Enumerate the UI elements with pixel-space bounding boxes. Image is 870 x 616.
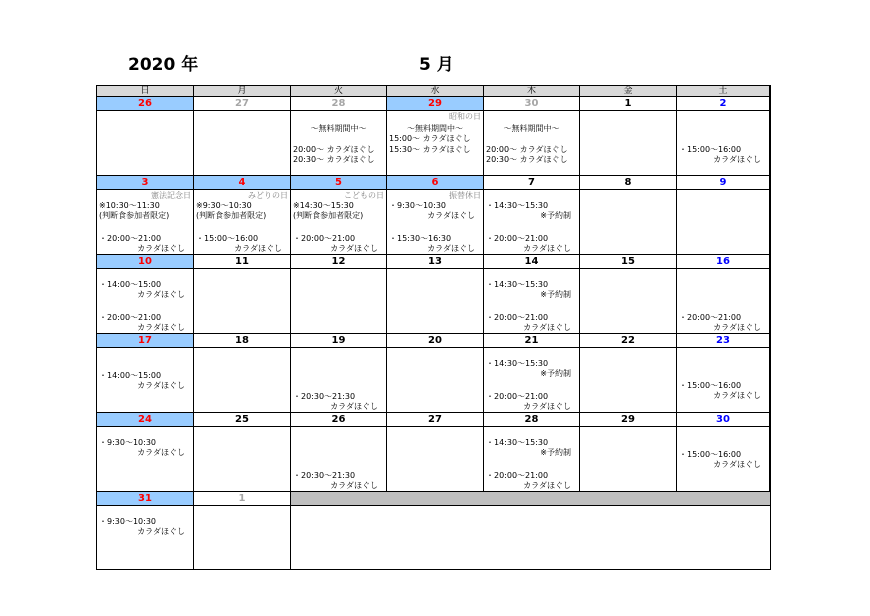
day-number[interactable]: 15 — [580, 255, 677, 269]
day-cell[interactable] — [484, 190, 580, 255]
day-cell[interactable] — [194, 506, 291, 570]
schedule-entry: (判断食参加者限定) — [293, 211, 364, 220]
day-cell[interactable] — [580, 348, 677, 413]
schedule-entry: ※予約制 — [540, 290, 571, 299]
schedule-entry: ・20:00〜21:00 — [679, 313, 742, 322]
weekday-header: 日 — [97, 86, 194, 97]
schedule-entry: ※14:30〜15:30 — [293, 201, 354, 210]
day-number[interactable]: 23 — [677, 334, 770, 348]
schedule-entry: カラダほぐし — [137, 381, 185, 390]
schedule-entry: ・20:00〜21:00 — [99, 313, 162, 322]
day-cell[interactable] — [291, 269, 387, 334]
calendar-grid — [96, 85, 771, 570]
schedule-entry: ・14:00〜15:00 — [99, 280, 162, 289]
day-number[interactable]: 30 — [677, 413, 770, 427]
schedule-entry: ・9:30〜10:30 — [99, 438, 157, 447]
day-cell[interactable] — [97, 190, 194, 255]
schedule-entry: ・20:00〜21:00 — [293, 234, 356, 243]
day-cell[interactable] — [580, 111, 677, 176]
schedule-entry: カラダほぐし — [137, 323, 185, 332]
schedule-entry: ※予約制 — [540, 211, 571, 220]
day-number[interactable]: 20 — [387, 334, 484, 348]
day-number[interactable]: 29 — [580, 413, 677, 427]
schedule-entry: カラダほぐし — [137, 527, 185, 536]
day-number[interactable]: 21 — [484, 334, 580, 348]
schedule-entry: ・15:30〜16:30 — [389, 234, 452, 243]
day-cell[interactable] — [387, 269, 484, 334]
day-cell[interactable] — [291, 427, 387, 492]
schedule-entry: 15:00〜 カラダほぐし — [389, 134, 471, 143]
schedule-entry: ・20:00〜21:00 — [99, 234, 162, 243]
day-cell[interactable] — [194, 348, 291, 413]
schedule-entry: ・20:00〜21:00 — [486, 392, 549, 401]
day-cell[interactable] — [677, 190, 770, 255]
day-cell[interactable] — [484, 111, 580, 176]
schedule-entry: カラダほぐし — [234, 244, 282, 253]
day-number[interactable]: 26 — [97, 97, 194, 111]
schedule-entry: カラダほぐし — [523, 244, 571, 253]
day-number[interactable]: 17 — [97, 334, 194, 348]
schedule-entry: 20:30〜 カラダほぐし — [486, 155, 568, 164]
day-cell[interactable] — [291, 190, 387, 255]
day-cell[interactable] — [677, 269, 770, 334]
schedule-entry: カラダほぐし — [330, 481, 378, 490]
schedule-entry: ・20:30〜21:30 — [293, 392, 356, 401]
day-number[interactable]: 29 — [387, 97, 484, 111]
schedule-entry: ・14:30〜15:30 — [486, 201, 549, 210]
day-number[interactable]: 7 — [484, 176, 580, 190]
schedule-entry: ※予約制 — [540, 369, 571, 378]
schedule-entry: ・14:30〜15:30 — [486, 359, 549, 368]
schedule-entry: カラダほぐし — [330, 402, 378, 411]
day-cell[interactable] — [194, 190, 291, 255]
schedule-entry: 20:00〜 カラダほぐし — [293, 145, 375, 154]
weekday-header: 金 — [580, 86, 677, 97]
day-cell[interactable] — [484, 427, 580, 492]
weekday-header: 木 — [484, 86, 580, 97]
day-number[interactable]: 8 — [580, 176, 677, 190]
schedule-entry: カラダほぐし — [137, 448, 185, 457]
schedule-entry: ・9:30〜10:30 — [99, 517, 157, 526]
schedule-entry: ・15:00〜16:00 — [679, 450, 742, 459]
schedule-entry: ・14:30〜15:30 — [486, 280, 549, 289]
day-number[interactable]: 2 — [677, 97, 770, 111]
schedule-entry: ・14:30〜15:30 — [486, 438, 549, 447]
empty-area — [291, 506, 770, 570]
weekday-header: 土 — [677, 86, 770, 97]
day-cell[interactable] — [387, 111, 484, 176]
day-cell[interactable] — [97, 506, 194, 570]
day-number[interactable]: 10 — [97, 255, 194, 269]
schedule-entry: 〜無料期間中〜 — [310, 124, 367, 133]
day-number[interactable]: 5 — [291, 176, 387, 190]
schedule-entry: 15:30〜 カラダほぐし — [389, 145, 471, 154]
day-number[interactable]: 27 — [194, 97, 291, 111]
schedule-entry: カラダほぐし — [713, 391, 761, 400]
day-cell[interactable] — [484, 348, 580, 413]
schedule-entry: カラダほぐし — [427, 211, 475, 220]
holiday-name: みどりの日 — [248, 191, 288, 200]
day-cell[interactable] — [677, 427, 770, 492]
schedule-entry: (判断食参加者限定) — [99, 211, 170, 220]
day-number[interactable]: 25 — [194, 413, 291, 427]
schedule-entry: ・20:30〜21:30 — [293, 471, 356, 480]
schedule-entry: カラダほぐし — [427, 244, 475, 253]
schedule-entry: カラダほぐし — [713, 155, 761, 164]
day-cell[interactable] — [387, 348, 484, 413]
day-number[interactable]: 11 — [194, 255, 291, 269]
day-cell[interactable] — [580, 190, 677, 255]
day-number[interactable]: 16 — [677, 255, 770, 269]
day-cell[interactable] — [194, 111, 291, 176]
day-number[interactable]: 1 — [194, 492, 291, 506]
holiday-name: 振替休日 — [449, 191, 481, 200]
day-cell[interactable] — [194, 427, 291, 492]
day-cell[interactable] — [194, 269, 291, 334]
schedule-entry: ・20:00〜21:00 — [486, 234, 549, 243]
day-number[interactable]: 24 — [97, 413, 194, 427]
day-cell[interactable] — [387, 427, 484, 492]
schedule-entry: カラダほぐし — [523, 481, 571, 490]
schedule-entry: ・20:00〜21:00 — [486, 313, 549, 322]
day-cell[interactable] — [291, 348, 387, 413]
schedule-entry: ・14:00〜15:00 — [99, 371, 162, 380]
day-number[interactable]: 18 — [194, 334, 291, 348]
schedule-entry: カラダほぐし — [137, 244, 185, 253]
year-label: 2020 年 — [128, 55, 199, 75]
day-number[interactable]: 27 — [387, 413, 484, 427]
day-cell[interactable] — [291, 111, 387, 176]
day-number[interactable]: 1 — [580, 97, 677, 111]
schedule-entry: 〜無料期間中〜 — [503, 124, 560, 133]
schedule-entry: ・15:00〜16:00 — [196, 234, 259, 243]
day-cell[interactable] — [580, 269, 677, 334]
day-number[interactable]: 31 — [97, 492, 194, 506]
day-cell[interactable] — [387, 190, 484, 255]
schedule-entry: ・15:00〜16:00 — [679, 381, 742, 390]
schedule-entry: カラダほぐし — [330, 244, 378, 253]
holiday-name: 憲法記念日 — [151, 191, 191, 200]
day-cell[interactable] — [97, 427, 194, 492]
schedule-entry: ・15:00〜16:00 — [679, 145, 742, 154]
schedule-entry: カラダほぐし — [137, 290, 185, 299]
weekday-header: 月 — [194, 86, 291, 97]
schedule-entry: カラダほぐし — [523, 402, 571, 411]
day-cell[interactable] — [677, 111, 770, 176]
day-number[interactable]: 6 — [387, 176, 484, 190]
schedule-entry: 20:00〜 カラダほぐし — [486, 145, 568, 154]
weekday-header: 火 — [291, 86, 387, 97]
month-label: 5 月 — [419, 55, 454, 75]
day-number[interactable]: 26 — [291, 413, 387, 427]
schedule-entry: ・20:00〜21:00 — [486, 471, 549, 480]
schedule-entry: カラダほぐし — [713, 323, 761, 332]
empty-header-fill — [291, 492, 770, 506]
holiday-name: こどもの日 — [344, 191, 384, 200]
day-number[interactable]: 13 — [387, 255, 484, 269]
day-cell[interactable] — [677, 348, 770, 413]
day-cell[interactable] — [97, 348, 194, 413]
schedule-entry: ※9:30〜10:30 — [196, 201, 252, 210]
day-number[interactable]: 3 — [97, 176, 194, 190]
day-number[interactable]: 28 — [484, 413, 580, 427]
day-number[interactable]: 12 — [291, 255, 387, 269]
day-number[interactable]: 14 — [484, 255, 580, 269]
schedule-entry: ※予約制 — [540, 448, 571, 457]
day-cell[interactable] — [97, 269, 194, 334]
day-cell[interactable] — [484, 269, 580, 334]
day-number[interactable]: 22 — [580, 334, 677, 348]
day-number[interactable]: 9 — [677, 176, 770, 190]
weekday-header: 水 — [387, 86, 484, 97]
day-number[interactable]: 4 — [194, 176, 291, 190]
schedule-entry: (判断食参加者限定) — [196, 211, 267, 220]
schedule-entry: カラダほぐし — [523, 323, 571, 332]
day-cell[interactable] — [97, 111, 194, 176]
schedule-entry: ※10:30〜11:30 — [99, 201, 160, 210]
day-number[interactable]: 28 — [291, 97, 387, 111]
day-number[interactable]: 30 — [484, 97, 580, 111]
day-number[interactable]: 19 — [291, 334, 387, 348]
schedule-entry: カラダほぐし — [713, 460, 761, 469]
holiday-name: 昭和の日 — [449, 112, 481, 121]
schedule-entry: 〜無料期間中〜 — [407, 124, 463, 133]
schedule-entry: 20:30〜 カラダほぐし — [293, 155, 375, 164]
schedule-entry: ・9:30〜10:30 — [389, 201, 447, 210]
day-cell[interactable] — [580, 427, 677, 492]
